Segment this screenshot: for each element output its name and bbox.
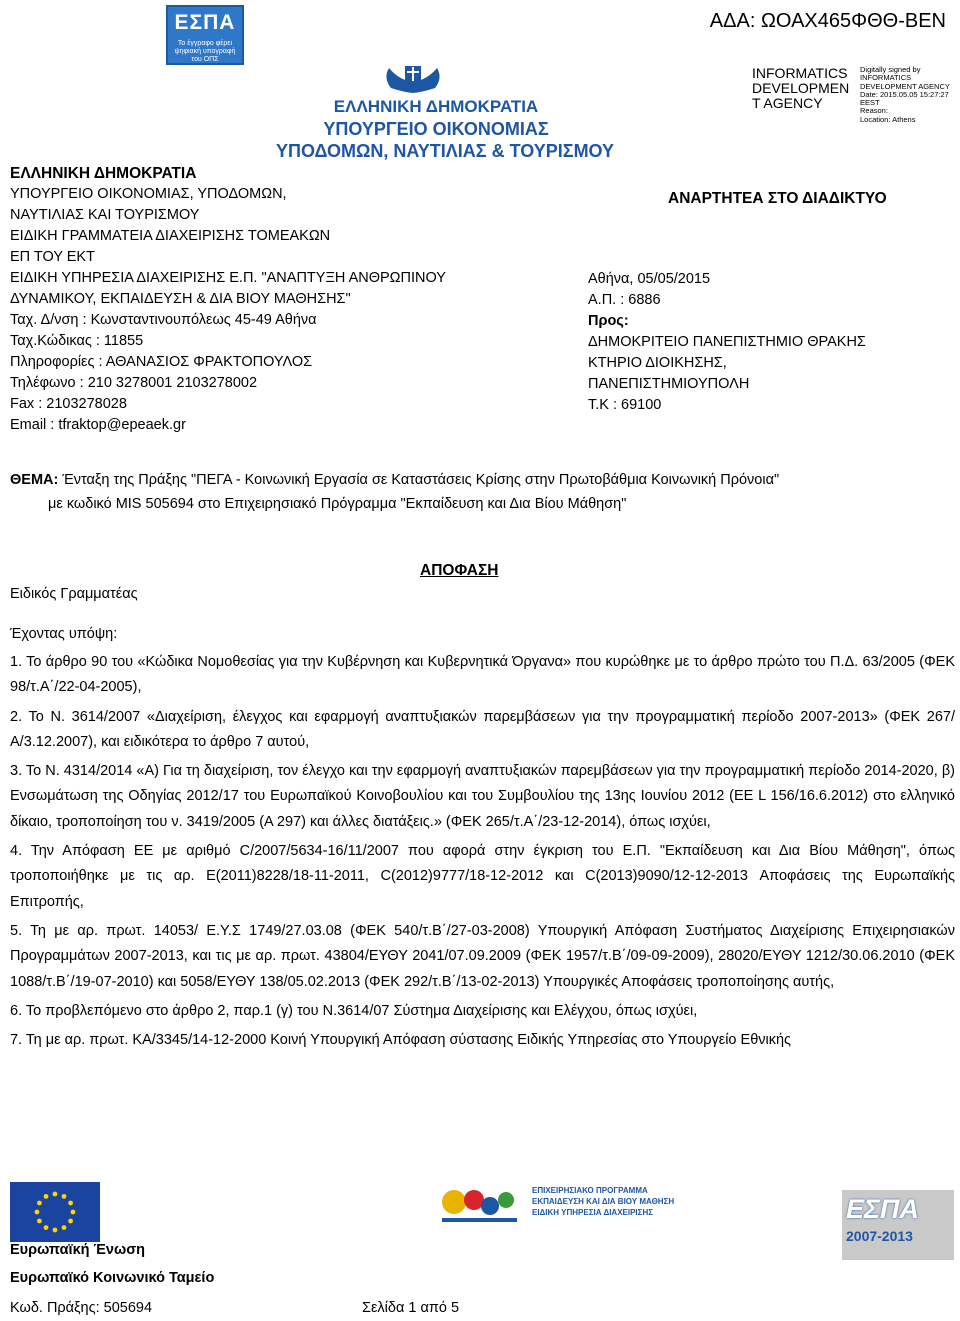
ministry-logo-line: ΥΠΟΥΡΓΕΙΟ ΟΙΚΟΝΟΜΙΑΣ bbox=[323, 119, 549, 139]
post-online-label: ΑΝΑΡΤΗΤΕΑ ΣΤΟ ΔΙΑΔΙΚΤΥΟ bbox=[668, 190, 887, 207]
page-number: Σελίδα 1 από 5 bbox=[362, 1300, 460, 1316]
sender-line: Πληροφορίες : ΑΘΑΝΑΣΙΟΣ ΦΡΑΚΤΟΠΟΥΛΟΣ bbox=[10, 354, 313, 370]
ada-code: ΑΔΑ: ΩΟΑΧ465ΦΘΘ-ΒΕΝ bbox=[709, 10, 946, 32]
espa-logo-years: 2007-2013 bbox=[846, 1228, 913, 1244]
issuer-title: Ειδικός Γραμματέας bbox=[10, 586, 138, 602]
considerations-list bbox=[10, 650, 955, 1053]
sender-heading: ΕΛΛΗΝΙΚΗ ΔΗΜΟΚΡΑΤΙΑ bbox=[10, 165, 197, 182]
sender-line: Τηλέφωνο : 210 3278001 2103278002 bbox=[10, 375, 258, 391]
subject-text: Ένταξη της Πράξης "ΠΕΓΑ - Κοινωνική Εργασία σε Καταστάσεις Κρίσης στην Πρωτοβάθμια Κοινωνική Πρόνοια" bbox=[62, 472, 780, 488]
ministry-logo-line: ΕΛΛΗΝΙΚΗ ΔΗΜΟΚΡΑΤΙΑ bbox=[333, 97, 539, 116]
sender-line: ΔΥΝΑΜΙΚΟΥ, ΕΚΠΑΙΔΕΥΣΗ & ΔΙΑ ΒΙΟΥ ΜΑΘΗΣΗΣ" bbox=[10, 291, 351, 307]
sender-line: Fax : 2103278028 bbox=[10, 396, 127, 412]
recipient-block bbox=[588, 269, 866, 416]
consideration-item: 3. Το Ν. 4314/2014 «Α) Για τη διαχείριση, τον έλεγχο και την εφαρμογή αναπτυξιακών παρεμβάσεων για την προγραμματική περίοδο 2014-2020, β) Ενσωμάτωση της Οδηγίας 2012/17 του Ευρωπαϊκού Κοινοβουλίου και του Συμβουλίου της 13ης Ιουνίου 2012 (ΕΕ L 156/16.6.2012) στο ελληνικό δίκαιο, τροποποίηση του ν. 3419/2005 (Α 297) και άλλες διατάξεις.» (ΦΕΚ 265/τ.Α΄/23-12-2014), όπως ισχύει, bbox=[10, 763, 955, 830]
sender-line: ΥΠΟΥΡΓΕΙΟ ΟΙΚΟΝΟΜΙΑΣ, ΥΠΟΔΟΜΩΝ, bbox=[10, 186, 287, 202]
program-logo-icon bbox=[432, 1182, 527, 1232]
recipient-line: Τ.Κ : 69100 bbox=[588, 397, 662, 413]
consideration-item: 5. Τη με αρ. πρωτ. 14053/ Ε.Υ.Σ 1749/27.03.08 (ΦΕΚ 540/τ.Β΄/27-03-2008) Υπουργική Απόφαση Συστήματος Διαχείρισης Επιχειρησιακών Προγραμμάτων 2007-2013, και τις με αρ. πρωτ. 43804/ΕΥΘΥ 2041/07.09.2009 (ΦΕΚ 1957/τ.Β΄/09-09-2009), 28020/ΕΥΘΥ 1212/30.06.2010 (ΦΕΚ 1088/τ.Β΄/19-07-2010) και 5058/ΕΥΘΥ 138/05.02.2013 (ΦΕΚ 292/τ.Β΄/13-02-2013) Υπουργικές Αποφάσεις τροποποίησης αυτής, bbox=[10, 922, 955, 990]
subject-line bbox=[10, 468, 779, 493]
stamp-text: Το έγγραφο φέρει ψηφιακή υπογραφή του ΟΠΣ bbox=[174, 40, 236, 63]
sender-block bbox=[10, 163, 446, 436]
eu-union-label: Ευρωπαϊκή Ένωση bbox=[10, 1242, 145, 1258]
document-date: Αθήνα, 05/05/2015 bbox=[588, 271, 711, 287]
protocol-number: Α.Π. : 6886 bbox=[588, 292, 661, 308]
consideration-item: 7. Τη με αρ. πρωτ. ΚΑ/3345/14-12-2000 Κοινή Υπουργική Απόφαση σύστασης Ειδικής Υπηρεσίας στο Υπουργείο Εθνικής bbox=[10, 1032, 792, 1049]
sender-line: ΕΙΔΙΚΗ ΓΡΑΜΜΑΤΕΙΑ ΔΙΑΧΕΙΡΙΣΗΣ ΤΟΜΕΑΚΩΝ bbox=[10, 228, 331, 244]
subject-text-continued: με κωδικό MIS 505694 στο Επιχειρησιακό Πρόγραμμα "Εκπαίδευση και Δια Βίου Μάθηση" bbox=[48, 496, 627, 512]
subject-label: ΘΕΜΑ: bbox=[10, 472, 59, 488]
espa-signature-stamp bbox=[166, 5, 244, 65]
ministry-logo-line: ΥΠΟΔΟΜΩΝ, ΝΑΥΤΙΛΙΑΣ & ΤΟΥΡΙΣΜΟΥ bbox=[276, 141, 615, 161]
action-code: Κωδ. Πράξης: 505694 bbox=[10, 1300, 153, 1316]
sender-line: Ταχ. Δ/νση : Κωνσταντινουπόλεως 45-49 Αθήνα bbox=[10, 312, 317, 328]
sender-line: ΝΑΥΤΙΛΙΑΣ ΚΑΙ ΤΟΥΡΙΣΜΟΥ bbox=[10, 207, 200, 223]
sender-line: ΕΙΔΙΚΗ ΥΠΗΡΕΣΙΑ ΔΙΑΧΕΙΡΙΣΗΣ Ε.Π. "ΑΝΑΠΤΥΞΗ ΑΝΘΡΩΠΙΝΟΥ bbox=[10, 270, 446, 286]
consideration-item: 6. Το προβλεπόμενο στο άρθρο 2, παρ.1 (γ) του Ν.3614/07 Σύστημα Διαχείρισης και Ελέγχου, όπως ισχύει, bbox=[10, 1002, 698, 1019]
espa-logo bbox=[842, 1190, 954, 1260]
decision-title: ΑΠΟΦΑΣΗ bbox=[420, 562, 499, 579]
consideration-item: 1. Το άρθρο 90 του «Κώδικα Νομοθεσίας για την Κυβέρνηση και Κυβερνητικά Όργανα» που κυρώθηκε με το άρθρο πρώτο του Π.Δ. 63/2005 (ΦΕΚ 98/τ.Α΄/22-04-2005), bbox=[10, 654, 955, 696]
eu-fund-label: Ευρωπαϊκό Κοινωνικό Ταμείο bbox=[10, 1270, 215, 1286]
recipient-line: ΚΤΗΡΙΟ ΔΙΟΙΚΗΣΗΣ, bbox=[588, 355, 727, 371]
to-label: Προς: bbox=[588, 313, 629, 329]
stamp-title: ΕΣΠΑ bbox=[174, 11, 236, 34]
recipient-line: ΔΗΜΟΚΡΙΤΕΙΟ ΠΑΝΕΠΙΣΤΗΜΙΟ ΘΡΑΚΗΣ bbox=[588, 334, 866, 350]
considering-heading: Έχοντας υπόψη: bbox=[10, 626, 118, 642]
program-logo-text: ΕΠΙΧΕΙΡΗΣΙΑΚΟ ΠΡΟΓΡΑΜΜΑ ΕΚΠΑΙΔΕΥΣΗ ΚΑΙ ΔΙΑ ΒΙΟΥ ΜΑΘΗΣΗ ΕΙΔΙΚΗ ΥΠΗΡΕΣΙΑ ΔΙΑΧΕΙΡΙΣΗΣ bbox=[532, 1186, 675, 1217]
recipient-line: ΠΑΝΕΠΙΣΤΗΜΙΟΥΠΟΛΗ bbox=[588, 376, 750, 392]
sender-email: Email : tfraktop@epeaek.gr bbox=[10, 417, 186, 433]
consideration-item: 4. Την Απόφαση ΕΕ με αριθμό C/2007/5634-16/11/2007 που αφορά στην έγκριση του Ε.Π. "Εκπαίδευση και Δια Βίου Μάθηση", όπως τροποποιήθηκε με τις αρ. E(2011)8228/18-11-2011, C(2012)9777/18-12-2012 και C(2013)9090/12-12-2013 Αποφάσεις της Ευρωπαϊκής Επιτροπής, bbox=[10, 843, 955, 910]
consideration-item: 2. Το Ν. 3614/2007 «Διαχείριση, έλεγχος και εφαρμογή αναπτυξιακών παρεμβάσεων για την προγραμματική περίοδο 2007-2013» (ΦΕΚ 267/Α/3.12.2007), και ειδικότερα το άρθρο 7 αυτού, bbox=[10, 708, 955, 750]
digital-signature-details: Digitally signed by INFORMATICS DEVELOPMENT AGENCY Date: 2015.05.05 15:27:27 EEST Reason: Location: Athens bbox=[860, 65, 950, 124]
coat-of-arms-icon bbox=[383, 62, 443, 94]
sender-line: ΕΠ ΤΟΥ ΕΚΤ bbox=[10, 249, 95, 265]
ministry-logo bbox=[276, 96, 615, 162]
espa-logo-title: ΕΣΠΑ bbox=[846, 1194, 919, 1224]
sender-line: Ταχ.Κώδικας : 11855 bbox=[10, 333, 144, 349]
eu-flag-icon bbox=[10, 1182, 100, 1242]
digital-signature-name: INFORMATICS DEVELOPMEN T AGENCY bbox=[752, 65, 850, 111]
